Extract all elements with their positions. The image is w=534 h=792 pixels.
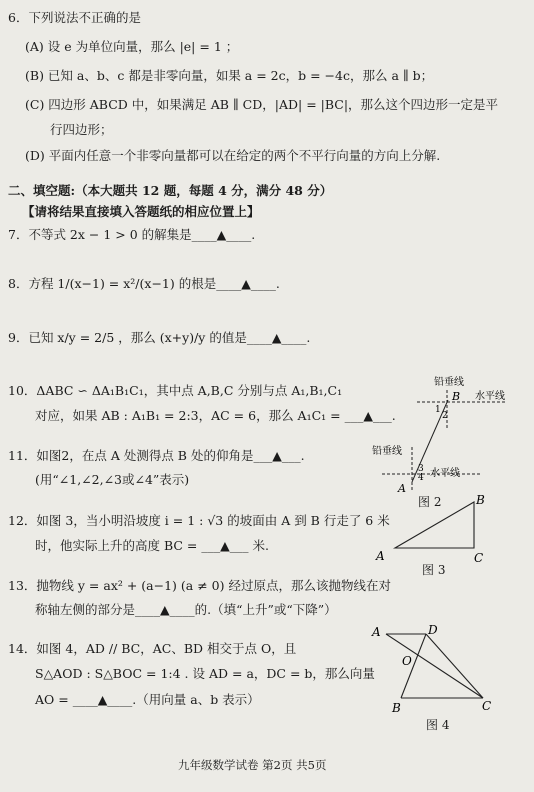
q13-line1: 13．抛物线 y = ax² + (a−1) (a ≠ 0) 经过原点，那么该抛物线在对 [8,578,391,593]
fig3-point-b: B [476,493,485,507]
fig4-point-d: D [428,623,438,637]
q6-option-a: (A) 设 e 为单位向量，那么 |e| = 1 ； [25,39,239,54]
fig2-point-a: A [398,482,406,495]
q14-line1: 14．如图 4，AD // BC，AC、BD 相交于点 O，且 [8,641,297,656]
fig4-caption: 图 4 [426,718,450,732]
fig4-point-a: A [372,625,381,639]
fig2-angle-2: 2 [442,411,448,421]
fig2-label-plumb-bottom: 铅垂线 [372,446,402,457]
q14-line2: S△AOD : S△BOC = 1:4 . 设 AD = a，DC = b，那么向量 [35,666,375,681]
q7: 7．不等式 2x − 1 > 0 的解集是____▲____. [8,227,256,242]
q10-line1: 10．ΔABC ∽ ΔA₁B₁C₁，其中点 A,B,C 分别与点 A₁,B₁,C₁ [8,383,343,398]
q12-line2: 时，他实际上升的高度 BC = ___▲___ 米. [35,538,269,553]
fig3-point-c: C [474,551,484,562]
fig2-label-horiz-top: 水平线 [475,391,505,402]
q11-line1: 11．如图2，在点 A 处测得点 B 处的仰角是___▲___. [8,448,305,463]
q8: 8．方程 1/(x−1) = x²/(x−1) 的根是____▲____. [8,276,280,291]
q6-stem: 6．下列说法不正确的是 [8,10,141,25]
section-2-title: 二、填空题:（本大题共 12 题，每题 4 分，满分 48 分） [8,183,333,198]
q6-option-c-line2: 行四边形； [50,122,113,137]
section-2-note: 【请将结果直接填入答题纸的相应位置上】 [22,204,260,219]
figure-4 [368,620,498,720]
fig4-point-o: O [402,654,412,668]
fig4-point-b: B [392,701,401,715]
figure-2 [372,372,522,512]
fig2-point-b: B [452,390,461,403]
fig4-point-c: C [482,699,492,713]
q6-option-c-line1: (C) 四边形 ABCD 中，如果满足 AB ∥ CD，|AD| = |BC|，那么这个四边形一定是平 [25,97,499,112]
figure-3 [370,492,500,562]
q12-line1: 12．如图 3，当小明沿坡度 i = 1 : √3 的坡面由 A 到 B 行走了 6 米 [8,513,390,528]
page-footer: 九年级数学试卷 第2页 共5页 [178,758,327,772]
fig2-angle-3: 3 [418,464,424,474]
q14-line3: AO = ____▲____.（用向量 a、b 表示） [35,692,260,707]
fig2-label-plumb-top: 铅垂线 [434,377,464,388]
fig3-caption: 图 3 [422,563,446,577]
fig3-point-a: A [376,549,385,562]
fig2-angle-4: 4 [418,473,424,483]
fig2-angle-1: 1 [435,405,441,415]
q9: 9．已知 x/y = 2/5 ，那么 (x+y)/y 的值是____▲____. [8,330,311,345]
q13-line2: 称轴左侧的部分是____▲____的.（填“上升”或“下降”） [35,602,337,617]
q11-line2: (用“∠1,∠2,∠3或∠4”表示) [35,472,190,487]
fig2-label-horiz-bottom: 水平线 [430,468,460,479]
q6-option-b: (B) 已知 a、b、c 都是非零向量，如果 a = 2c，b = −4c，那么 a ∥ b； [25,68,434,83]
q10-line2: 对应，如果 AB : A₁B₁ = 2:3，AC = 6，那么 A₁C₁ = ___▲___. [35,408,396,423]
q6-option-d: (D) 平面内任意一个非零向量都可以在给定的两个不平行向量的方向上分解. [25,148,441,163]
fig2-caption: 图 2 [418,495,442,509]
